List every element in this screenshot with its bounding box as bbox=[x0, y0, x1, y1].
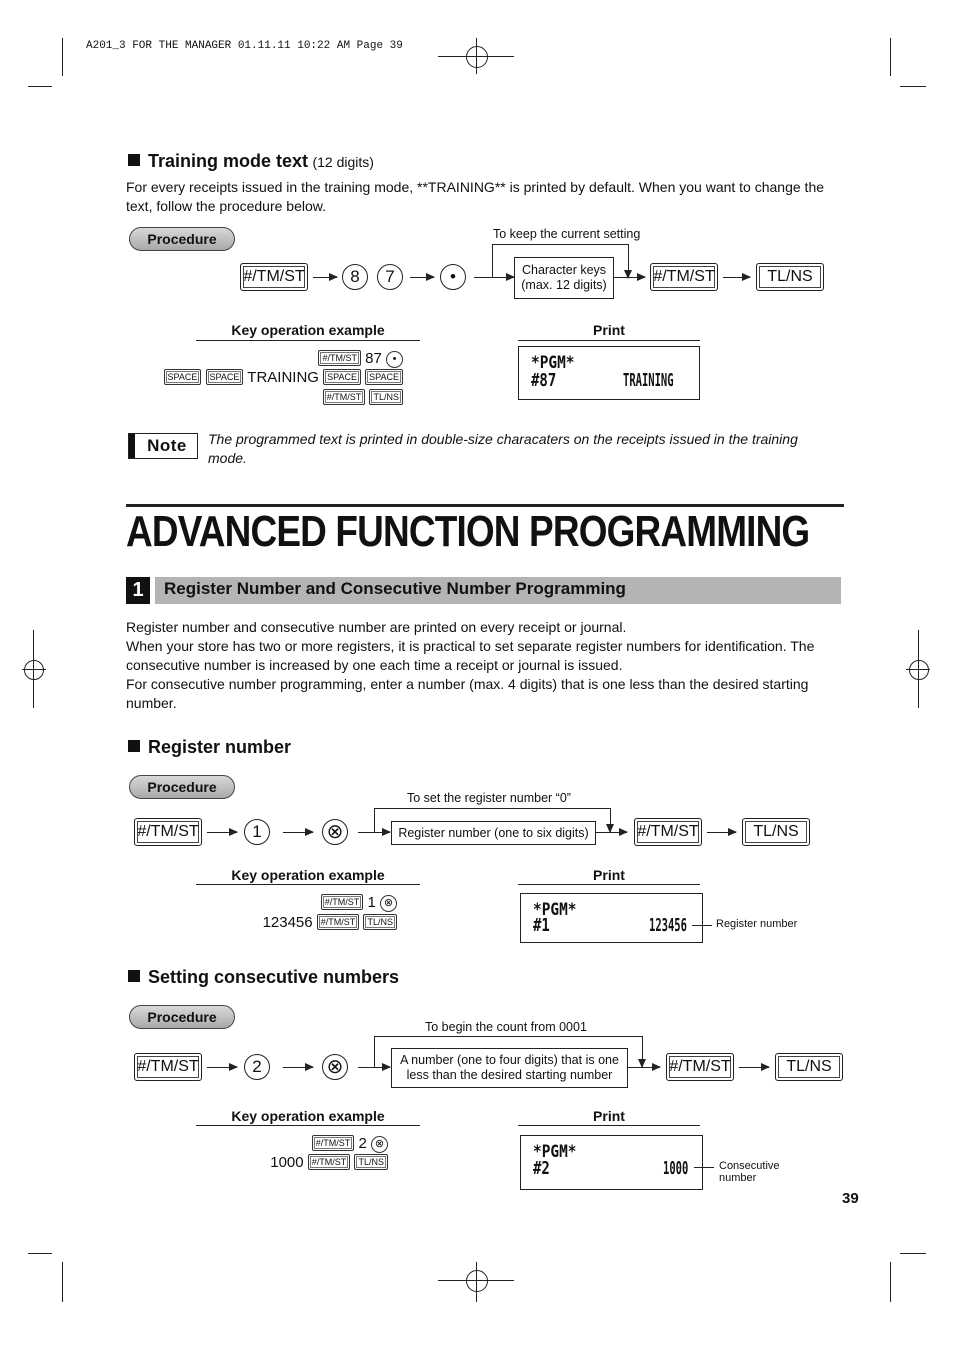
callout-line-1: Consecutive bbox=[719, 1160, 780, 1172]
flow-arrow bbox=[707, 832, 736, 833]
register-number-box: Register number (one to six digits) bbox=[391, 821, 596, 845]
crop-mark bbox=[62, 1262, 63, 1302]
flow-arrow bbox=[207, 1067, 237, 1068]
key-example-line-3 bbox=[323, 389, 403, 406]
tmst-key[interactable]: #/TM/ST bbox=[650, 263, 718, 291]
note-text: The programmed text is printed in double-size characaters on the receipts issued in the training mode. bbox=[208, 431, 798, 466]
key-decimal-point[interactable]: • bbox=[440, 264, 466, 290]
bypass-arrow bbox=[628, 244, 629, 278]
print-code: #1 bbox=[533, 916, 550, 936]
key-7[interactable]: 7 bbox=[377, 264, 403, 290]
callout-line-2: number bbox=[719, 1172, 757, 1184]
print-heading: Print bbox=[593, 322, 625, 338]
square-bullet-icon bbox=[128, 740, 140, 752]
procedure-badge: Procedure bbox=[129, 227, 235, 251]
crop-mark bbox=[62, 38, 63, 76]
print-heading: Print bbox=[593, 1108, 625, 1124]
flow-arrow bbox=[207, 832, 237, 833]
print-value: TRAINING bbox=[623, 371, 674, 391]
print-sample bbox=[518, 346, 700, 400]
callout-line bbox=[692, 925, 712, 926]
flow-arrow bbox=[723, 277, 750, 278]
section-title: Register Number and Consecutive Number Programming bbox=[164, 579, 626, 598]
key-1[interactable]: 1 bbox=[244, 819, 270, 845]
print-heading: Print bbox=[593, 867, 625, 883]
callout-line bbox=[694, 1167, 714, 1168]
key-8[interactable]: 8 bbox=[342, 264, 368, 290]
tmst-key-small: #/TM/ST bbox=[317, 914, 360, 930]
flow-arrow bbox=[283, 832, 313, 833]
character-keys-box bbox=[514, 257, 614, 299]
tlns-key-small: TL/NS bbox=[363, 914, 397, 930]
tmst-key[interactable]: #/TM/ST bbox=[134, 818, 202, 846]
tmst-key-small: #/TM/ST bbox=[312, 1135, 355, 1151]
space-key-small: SPACE bbox=[365, 369, 403, 385]
procedure-badge: Procedure bbox=[129, 1005, 235, 1029]
tmst-key-small: #/TM/ST bbox=[323, 389, 366, 405]
training-description: For every receipts issued in the training mode, **TRAINING** is printed by default. When you want to change the text, follow the procedure below. bbox=[126, 179, 825, 214]
consecutive-number-callout bbox=[719, 1160, 780, 1184]
print-code: #2 bbox=[533, 1159, 550, 1179]
bypass-line bbox=[374, 808, 610, 809]
key-example-1: 1 bbox=[367, 894, 376, 911]
key-example-line-2 bbox=[263, 914, 397, 931]
bypass-line bbox=[492, 244, 628, 245]
procedure-badge: Procedure bbox=[129, 775, 235, 799]
key-example-line-1 bbox=[312, 1135, 388, 1153]
training-title: Training mode text bbox=[148, 151, 309, 171]
registration-mark bbox=[24, 660, 44, 680]
flow-arrow bbox=[739, 1067, 769, 1068]
flow-arrow bbox=[283, 1067, 313, 1068]
max-digits-text: (max. 12 digits) bbox=[521, 278, 607, 292]
flow-arrow bbox=[358, 1067, 390, 1068]
heading-rule bbox=[196, 340, 420, 341]
register-heading bbox=[128, 737, 291, 758]
key-example-2: 2 bbox=[358, 1135, 367, 1152]
registration-mark bbox=[909, 660, 929, 680]
print-sample bbox=[520, 1135, 703, 1190]
character-keys-text: Character keys bbox=[521, 263, 607, 277]
key-example-training: TRAINING bbox=[247, 369, 319, 386]
crop-mark bbox=[28, 86, 52, 87]
multiply-key-small: ⊗ bbox=[371, 1136, 388, 1153]
flow-arrow bbox=[627, 1067, 660, 1068]
key-example-line-1 bbox=[318, 350, 403, 368]
multiply-key-small: ⊗ bbox=[380, 895, 397, 912]
flow-arrow bbox=[595, 832, 627, 833]
bypass-arrow bbox=[642, 1036, 643, 1067]
tmst-key[interactable]: #/TM/ST bbox=[634, 818, 702, 846]
tlns-key[interactable]: TL/NS bbox=[756, 263, 824, 291]
space-key-small: SPACE bbox=[323, 369, 361, 385]
heading-rule bbox=[518, 884, 700, 885]
crop-mark bbox=[900, 1253, 926, 1254]
section-description: Register number and consecutive number are printed on every receipt or journal. When your store has two or more registers, it is practical to set separate register numbers for identification. The consecutive number is increased by one each time a receipt or journal is issued. For consecutive number programming, enter a number (max. 4 digits) that is one less than the desired starting number. bbox=[126, 619, 815, 711]
key-example-87: 87 bbox=[365, 350, 382, 367]
tlns-key[interactable]: TL/NS bbox=[775, 1053, 843, 1081]
keep-setting-label: To keep the current setting bbox=[493, 227, 641, 241]
flow-arrow bbox=[358, 832, 390, 833]
chapter-title: ADVANCED FUNCTION PROGRAMMING bbox=[126, 507, 810, 556]
key-example-line-1 bbox=[321, 894, 397, 912]
section-title-bar bbox=[155, 577, 841, 604]
training-title-note: (12 digits) bbox=[312, 154, 374, 170]
key-example-line-2 bbox=[164, 369, 403, 386]
crop-mark bbox=[900, 86, 926, 87]
square-bullet-icon bbox=[128, 154, 140, 166]
tlns-key[interactable]: TL/NS bbox=[742, 818, 810, 846]
flow-arrow bbox=[474, 277, 514, 278]
starting-number-text-2: less than the desired starting number bbox=[406, 1068, 613, 1082]
tmst-key-small: #/TM/ST bbox=[318, 350, 361, 366]
heading-rule bbox=[196, 884, 420, 885]
key-example-value: 123456 bbox=[262, 914, 313, 931]
begin-count-label: To begin the count from 0001 bbox=[425, 1020, 587, 1034]
key-example-heading: Key operation example bbox=[231, 322, 385, 338]
decimal-key-small: • bbox=[386, 351, 403, 368]
bypass-line bbox=[374, 1036, 642, 1037]
crop-mark bbox=[890, 1262, 891, 1302]
starting-number-text-1: A number (one to four digits) that is one bbox=[400, 1053, 619, 1067]
tmst-key[interactable]: #/TM/ST bbox=[666, 1053, 734, 1081]
key-example-value: 1000 bbox=[270, 1154, 304, 1171]
tmst-key[interactable]: #/TM/ST bbox=[134, 1053, 202, 1081]
tlns-key-small: TL/NS bbox=[354, 1154, 388, 1170]
consecutive-heading bbox=[128, 967, 399, 988]
tlns-key-small: TL/NS bbox=[369, 389, 403, 405]
registration-mark bbox=[466, 1270, 488, 1292]
tmst-key[interactable]: #/TM/ST bbox=[240, 263, 308, 291]
register-number-callout: Register number bbox=[716, 918, 798, 930]
consecutive-title: Setting consecutive numbers bbox=[148, 967, 400, 987]
print-sample bbox=[520, 893, 703, 943]
flow-arrow bbox=[410, 277, 434, 278]
bypass-line bbox=[374, 808, 375, 832]
flow-arrow bbox=[613, 277, 645, 278]
bypass-arrow bbox=[610, 808, 611, 832]
multiply-key[interactable]: ⊗ bbox=[322, 819, 348, 845]
bypass-line bbox=[492, 244, 493, 277]
key-example-heading: Key operation example bbox=[231, 1108, 385, 1124]
set-zero-label: To set the register number “0” bbox=[407, 791, 571, 805]
bypass-line bbox=[374, 1036, 375, 1067]
crop-mark bbox=[28, 1253, 52, 1254]
space-key-small: SPACE bbox=[164, 369, 202, 385]
crop-mark bbox=[890, 38, 891, 76]
print-value: 123456 bbox=[649, 916, 687, 936]
registration-mark bbox=[466, 46, 488, 68]
tmst-key-small: #/TM/ST bbox=[321, 894, 364, 910]
key-example-heading: Key operation example bbox=[231, 867, 385, 883]
page-number: 39 bbox=[842, 1190, 859, 1207]
key-2[interactable]: 2 bbox=[244, 1054, 270, 1080]
section-number: 1 bbox=[126, 577, 150, 604]
tmst-key-small: #/TM/ST bbox=[308, 1154, 351, 1170]
note-badge-bar bbox=[129, 434, 135, 458]
flow-arrow bbox=[313, 277, 337, 278]
heading-rule bbox=[518, 1125, 700, 1126]
heading-rule bbox=[518, 340, 700, 341]
note-badge bbox=[128, 433, 198, 459]
print-value: 1000 bbox=[663, 1159, 689, 1179]
print-code: #87 bbox=[531, 371, 557, 391]
print-slug: A201_3 FOR THE MANAGER 01.11.11 10:22 AM Page 39 bbox=[86, 40, 403, 52]
space-key-small: SPACE bbox=[206, 369, 244, 385]
training-heading bbox=[128, 151, 374, 172]
square-bullet-icon bbox=[128, 970, 140, 982]
note-label: Note bbox=[147, 436, 187, 455]
register-title: Register number bbox=[148, 737, 292, 757]
key-example-line-2 bbox=[270, 1154, 388, 1171]
print-pgm: *PGM* bbox=[533, 1142, 577, 1162]
multiply-key[interactable]: ⊗ bbox=[322, 1054, 348, 1080]
print-pgm: *PGM* bbox=[531, 353, 575, 373]
starting-number-box bbox=[391, 1048, 628, 1088]
heading-rule bbox=[196, 1125, 420, 1126]
print-pgm: *PGM* bbox=[533, 900, 577, 920]
